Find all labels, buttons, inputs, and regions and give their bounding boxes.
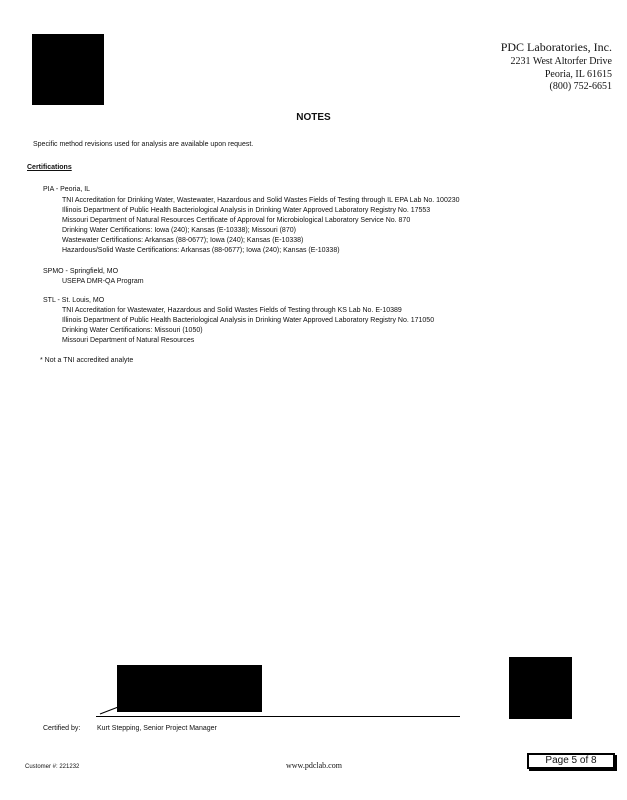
section-spmo-name: SPMO - Springfield, MO (43, 268, 119, 275)
logo-redacted (32, 34, 104, 105)
certified-by-label: Certified by: (43, 725, 81, 732)
signature-redacted (117, 665, 262, 712)
section-pia-name: PIA - Peoria, IL (43, 186, 91, 193)
company-address: 2231 West Altorfer Drive (510, 56, 612, 67)
company-name: PDC Laboratories, Inc. (500, 40, 612, 54)
intro-text: Specific method revisions used for analysis are available upon request. (33, 141, 254, 148)
section-pia-line: Illinois Department of Public Health Bacteriological Analysis in Drinking Water Approved Laboratory Registry No. 17553 (62, 207, 431, 214)
certifications-heading: Certifications (27, 164, 72, 171)
footnote: * Not a TNI accredited analyte (40, 357, 134, 364)
section-stl-line: TNI Accreditation for Wastewater, Hazardous and Solid Wastes Fields of Testing through KS Lab No. E-10389 (62, 307, 402, 314)
customer-number: Customer #: 221232 (25, 764, 80, 770)
section-stl-name: STL - St. Louis, MO (43, 297, 105, 304)
section-stl-line: Missouri Department of Natural Resources (62, 337, 195, 344)
signature-stroke (98, 702, 128, 716)
company-phone: (800) 752-6651 (549, 81, 612, 92)
section-pia-line: Missouri Department of Natural Resources Certificate of Approval for Microbiological Laboratory Service No. 870 (62, 217, 411, 224)
company-city: Peoria, IL 61615 (544, 69, 612, 80)
signature-line (96, 716, 460, 717)
page-title: NOTES (296, 112, 331, 123)
section-spmo-line: USEPA DMR-QA Program (62, 278, 144, 285)
website: www.pdclab.com (286, 761, 342, 770)
section-pia-line: Drinking Water Certifications: Iowa (240); Kansas (E-10338); Missouri (870) (62, 227, 296, 234)
page-indicator: Page 5 of 8 (527, 753, 615, 769)
section-pia-line: Wastewater Certifications: Arkansas (88-0677); Iowa (240); Kansas (E-10338) (62, 237, 304, 244)
section-stl-line: Drinking Water Certifications: Missouri (1050) (62, 327, 203, 334)
section-stl-line: Illinois Department of Public Health Bacteriological Analysis in Drinking Water Approved Laboratory Registry No. 171050 (62, 317, 435, 324)
section-pia-line: TNI Accreditation for Drinking Water, Wastewater, Hazardous and Solid Wastes Fields of Testing through IL EPA Lab No. 100230 (62, 197, 460, 204)
stamp-redacted (509, 657, 572, 719)
section-pia-line: Hazardous/Solid Waste Certifications: Arkansas (88-0677); Iowa (240); Kansas (E-10338) (62, 247, 340, 254)
certified-by-name: Kurt Stepping, Senior Project Manager (97, 725, 217, 732)
